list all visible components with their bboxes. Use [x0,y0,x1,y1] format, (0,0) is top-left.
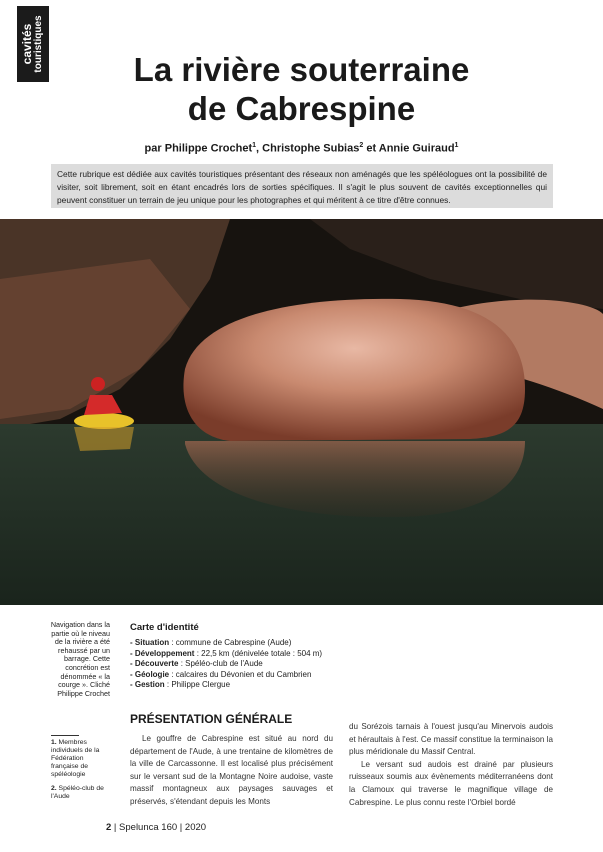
section-tab-line2: touristiques [33,15,44,73]
identity-card [130,623,360,690]
footnote-2-num: 2. [51,785,57,792]
id-label: - Gestion [130,680,165,690]
footnotes [51,735,111,807]
authors-sep2: et [363,142,379,155]
id-item-decouverte [130,659,360,669]
kayak-reflection [74,427,134,451]
author-2: Christophe Subias [262,142,360,155]
article-title-line1: La rivière souterraine [133,51,470,88]
section-tab-line1: cavités [20,23,34,65]
id-value: : 22,5 km (dénivelée totale : 504 m) [194,648,323,658]
kayak [74,413,134,429]
author-1-note: 1 [252,142,257,149]
paragraph: du Sorézois tarnais à l'ouest jusqu'au Minervois audois et héraultais à l'est. Ce massif constitue la terminaison la plus méridionale du Massif Central. [349,722,553,757]
id-item-developpement [130,649,360,659]
footnote-2 [51,785,111,801]
footnote-rule [51,735,79,736]
id-label: - Développement [130,648,195,658]
authors-line [0,142,603,155]
id-item-geologie [130,670,360,680]
paragraph: Le versant sud audois est drainé par plusieurs ruisseaux soumis aux évènements méditerranéens dont la Clamoux qui traverse le magnifique village de Cabrespine. Le plus connu reste l'Orbiel bordé [349,759,553,807]
magazine-name: Spelunca 160 [119,822,178,833]
body-column-1 [130,733,333,809]
footnote-2-text: Spéléo-club de l'Aude [51,785,104,800]
footnote-1-num: 1. [51,739,57,746]
section-heading: PRÉSENTATION GÉNÉRALE [130,712,293,726]
authors-sep1: , [256,142,263,155]
cave-photo [0,219,603,605]
authors-prefix: par [144,142,165,155]
id-label: - Situation [130,638,170,648]
id-value: : calcaires du Dévonien et du Cambrien [169,669,312,679]
id-value: : commune de Cabrespine (Aude) [169,638,292,648]
page-footer [106,822,206,833]
id-item-situation [130,638,360,648]
photo-caption: Navigation dans la partie où le niveau de la rivière a été rehaussé par un barrage. Cette concrétion est dénommée « la courge ». Cliché Philippe Crochet [50,620,110,698]
identity-card-heading: Carte d'identité [130,622,199,633]
intro-box: Cette rubrique est dédiée aux cavités touristiques présentant des réseaux non aménagés que les spéléologues ont la possibilité de visiter, soit librement, soit en étant encadrés lors de sorties spécifiques. Il s'agit le plus souvent de cavités exceptionnelles qui peuvent constituer un terrain de jeu unique pour les photographes et qui méritent à ce titre d'être connues. [51,164,553,208]
author-2-note: 2 [359,142,364,149]
footnote-1 [51,739,111,779]
issue-year: 2020 [184,822,207,833]
author-1: Philippe Crochet [164,142,253,155]
article-title-line2: de Cabrespine [187,90,416,127]
footer-sep: | [177,822,185,833]
page-number: 2 [106,822,112,833]
article-title [0,50,603,128]
id-item-gestion [130,680,360,690]
paragraph: Le gouffre de Cabrespine est situé au nord du département de l'Aude, à une trentaine de kilomètres de la ville de Carcassonne. Il est localisé plus précisément sur le versant sud de la Montagne Noire audoise, vaste massif montagneux aux paysages sauvages et préservés, s'étendant depuis les Monts [130,734,333,806]
id-value: : Philippe Clergue [164,680,231,690]
footer-sep: | [111,822,120,833]
author-3: Annie Guiraud [378,142,455,155]
footnote-1-text: Membres individuels de la Fédération française de spéléologie [51,739,100,778]
author-3-note: 1 [454,142,459,149]
helmet [91,377,105,391]
id-value: : Spéléo-club de l'Aude [178,659,263,669]
id-label: - Géologie [130,669,170,679]
id-label: - Découverte [130,659,179,669]
body-column-2 [349,721,553,809]
